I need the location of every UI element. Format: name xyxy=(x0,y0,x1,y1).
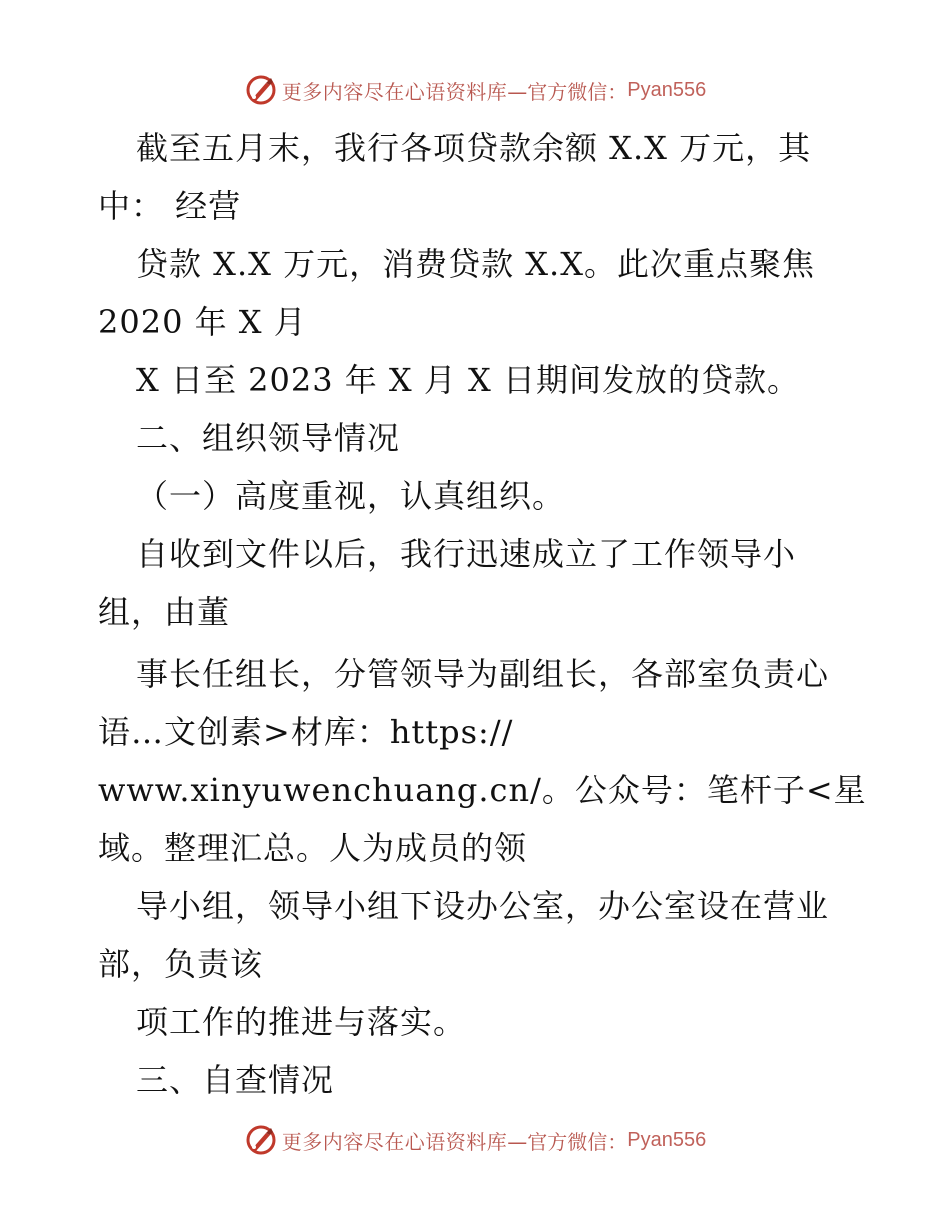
text-line: 贷款 X.X 万元，消费贷款 X.X。此次重点聚焦 xyxy=(136,245,815,283)
text-line: 组，由董 xyxy=(98,593,231,631)
text-line: 中： 经营 xyxy=(98,187,242,225)
text-line: 截至五月末，我行各项贷款余额 X.X 万元，其 xyxy=(136,129,812,167)
section-heading: 二、组织领导情况 xyxy=(136,419,401,457)
text-line: X 日至 2023 年 X 月 X 日期间发放的贷款。 xyxy=(136,361,800,399)
text-line: 自收到文件以后，我行迅速成立了工作领导小 xyxy=(136,535,797,573)
footer-watermark-banner xyxy=(0,1120,950,1160)
header-banner-separator: —官方微信： xyxy=(507,79,628,104)
text-line: 部，负责该 xyxy=(98,945,264,983)
footer-banner-wechat-id: Pyan556 xyxy=(627,1128,707,1151)
text-line: 项工作的推进与落实。 xyxy=(136,1003,467,1041)
section-heading: 三、自查情况 xyxy=(136,1061,335,1099)
footer-banner-text: 更多内容尽在心语资料库 xyxy=(281,1129,508,1154)
pen-logo-icon xyxy=(244,1123,278,1157)
text-line: www.xinyuwenchuang.cn/。公众号：笔杆子<星 xyxy=(98,771,867,809)
footer-banner-separator: —官方微信： xyxy=(507,1129,628,1154)
text-line: 事长任组长，分管领导为副组长，各部室负责心 xyxy=(136,655,830,693)
text-line: 域。整理汇总。人为成员的领 xyxy=(98,829,528,867)
text-line: 导小组，领导小组下设办公室，办公室设在营业 xyxy=(136,887,830,925)
text-line: 语…文创素>材库：https:// xyxy=(98,713,514,751)
header-banner-wechat-id: Pyan556 xyxy=(627,78,707,101)
header-banner-text: 更多内容尽在心语资料库 xyxy=(281,79,508,104)
pen-logo-icon xyxy=(244,73,278,107)
subsection-heading: （一）高度重视，认真组织。 xyxy=(136,477,566,515)
header-watermark-banner xyxy=(0,70,950,110)
text-line: 2020 年 X 月 xyxy=(98,303,307,341)
